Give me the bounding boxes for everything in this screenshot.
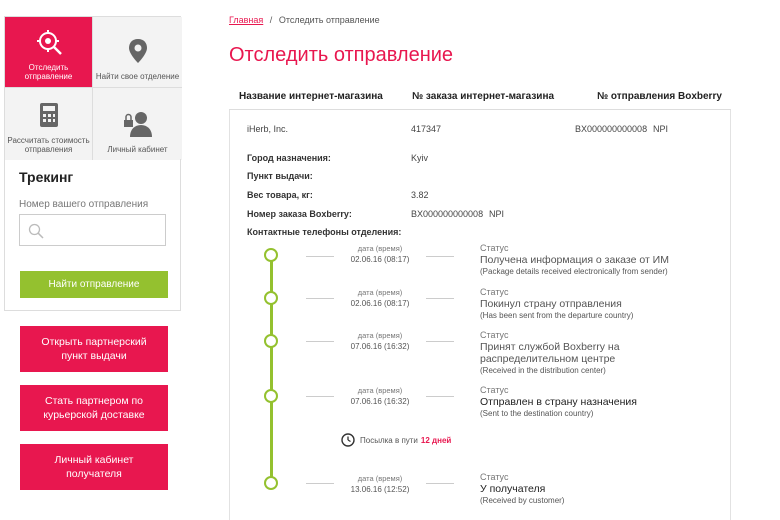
event-status <box>480 330 620 376</box>
tile-label: Личный кабинет <box>107 145 168 154</box>
divider <box>426 483 454 484</box>
timeline-node <box>264 291 278 305</box>
map-pin-icon <box>126 38 150 64</box>
event-status-label: Статус <box>480 243 509 253</box>
button-label: Стать партнером по курьерской доставке <box>43 395 145 421</box>
timeline-node <box>264 476 278 490</box>
event-status-label: Статус <box>480 472 509 482</box>
divider <box>426 341 454 342</box>
find-shipment-button[interactable]: Найти отправление <box>20 271 168 298</box>
timeline-node <box>264 248 278 262</box>
button-label: Открыть партнерский пункт выдачи <box>41 336 147 362</box>
transit-days: 12 дней <box>420 435 452 445</box>
tile-label: Рассчитать стоимость отправления <box>7 136 90 154</box>
tracking-number-input[interactable] <box>48 223 158 235</box>
event-status-en: (Sent to the destination country) <box>480 409 594 418</box>
divider <box>306 483 334 484</box>
shop-name: iHerb, Inc. <box>247 124 289 134</box>
divider <box>426 256 454 257</box>
button-label: Личный кабинет получателя <box>54 454 134 480</box>
event-status <box>480 243 669 277</box>
breadcrumb-separator: / <box>269 15 273 25</box>
page-title: Отследить отправление <box>229 44 454 66</box>
service-tiles <box>4 16 181 159</box>
event-date-value: 13.06.16 (12:52) <box>350 485 410 494</box>
event-status-text-line2: распределительном центре <box>480 353 616 365</box>
event-status-text: Принят службой Boxberry на <box>480 341 620 353</box>
event-date <box>335 287 425 309</box>
crosshair-icon <box>36 29 62 55</box>
tile-account[interactable] <box>93 88 182 160</box>
event-date-value: 02.06.16 (08:17) <box>350 255 410 264</box>
timeline-line <box>270 254 273 484</box>
weight-label: Вес товара, кг: <box>247 190 313 200</box>
column-header-tracking: № отправления Boxberry <box>597 91 722 102</box>
tracking-title: Трекинг <box>19 169 74 185</box>
event-date <box>335 330 425 352</box>
phones-label: Контактные телефоны отделения: <box>247 227 402 237</box>
tile-calculate[interactable] <box>5 88 93 160</box>
event-date-label: дата (время) <box>357 331 403 340</box>
column-header-order: № заказа интернет-магазина <box>412 91 555 102</box>
breadcrumb <box>229 15 380 25</box>
event-date <box>335 385 425 407</box>
pickup-label: Пункт выдачи: <box>247 171 313 181</box>
weight-value: 3.82 <box>411 190 429 200</box>
breadcrumb-current: Отследить отправление <box>278 15 380 25</box>
tracking-input-label: Номер вашего отправления <box>19 199 149 210</box>
city-label: Город назначения: <box>247 153 331 163</box>
column-header-shop: Название интернет-магазина <box>239 91 383 102</box>
tracking-panel <box>4 159 181 311</box>
event-status-text: Покинул страну отправления <box>480 298 622 310</box>
search-icon <box>28 223 44 239</box>
event-status-label: Статус <box>480 330 509 340</box>
event-status-text: Получена информация о заказе от ИМ <box>480 254 669 266</box>
tracking-number: BX000000000008 <box>575 124 648 134</box>
event-date-label: дата (время) <box>357 386 403 395</box>
event-date-label: дата (время) <box>357 244 403 253</box>
event-status-en: (Received by customer) <box>480 496 565 505</box>
city-value: Kyiv <box>411 153 429 163</box>
tracking-suffix: NPI <box>653 124 669 134</box>
open-partner-point-button[interactable] <box>20 326 168 372</box>
divider <box>306 256 334 257</box>
event-status-label: Статус <box>480 287 509 297</box>
divider <box>306 341 334 342</box>
event-date-value: 07.06.16 (16:32) <box>350 397 410 406</box>
boxberry-order-value: BX000000000008 <box>411 209 484 219</box>
timeline-node <box>264 334 278 348</box>
event-date-label: дата (время) <box>357 288 403 297</box>
event-date <box>335 473 425 495</box>
tile-label: Отследить отправление <box>24 63 73 81</box>
event-status-en: (Has been sent from the departure country) <box>480 311 634 320</box>
tile-label: Найти свое отделение <box>95 72 180 81</box>
clock-icon <box>341 433 355 447</box>
event-status-en: (Received in the distribution center) <box>480 366 606 375</box>
tile-find-office[interactable] <box>93 17 182 88</box>
tile-track[interactable] <box>5 17 93 88</box>
event-date-value: 07.06.16 (16:32) <box>350 342 410 351</box>
event-status-text: Отправлен в страну назначения <box>480 396 637 408</box>
calculator-icon <box>39 102 59 128</box>
breadcrumb-home-link[interactable]: Главная <box>229 15 264 25</box>
become-courier-partner-button[interactable] <box>20 385 168 431</box>
boxberry-order-label: Номер заказа Boxberry: <box>247 209 352 219</box>
divider <box>426 298 454 299</box>
event-status <box>480 287 633 321</box>
table-header <box>229 86 731 110</box>
tracking-number-field[interactable] <box>19 214 166 246</box>
transit-text: Посылка в пути <box>360 435 418 445</box>
event-status <box>480 472 564 506</box>
timeline-node <box>264 389 278 403</box>
user-lock-icon <box>123 111 153 137</box>
divider <box>306 298 334 299</box>
event-date <box>335 243 425 265</box>
recipient-account-button[interactable] <box>20 444 168 490</box>
order-number: 417347 <box>411 124 442 134</box>
divider <box>426 396 454 397</box>
event-status <box>480 385 637 419</box>
divider <box>306 396 334 397</box>
transit-time <box>341 433 451 447</box>
event-status-text: У получателя <box>480 483 546 495</box>
event-date-label: дата (время) <box>357 474 403 483</box>
boxberry-order-suffix: NPI <box>489 209 505 219</box>
event-date-value: 02.06.16 (08:17) <box>350 299 410 308</box>
event-status-label: Статус <box>480 385 509 395</box>
event-status-en: (Package details received electronically from sender) <box>480 267 668 276</box>
